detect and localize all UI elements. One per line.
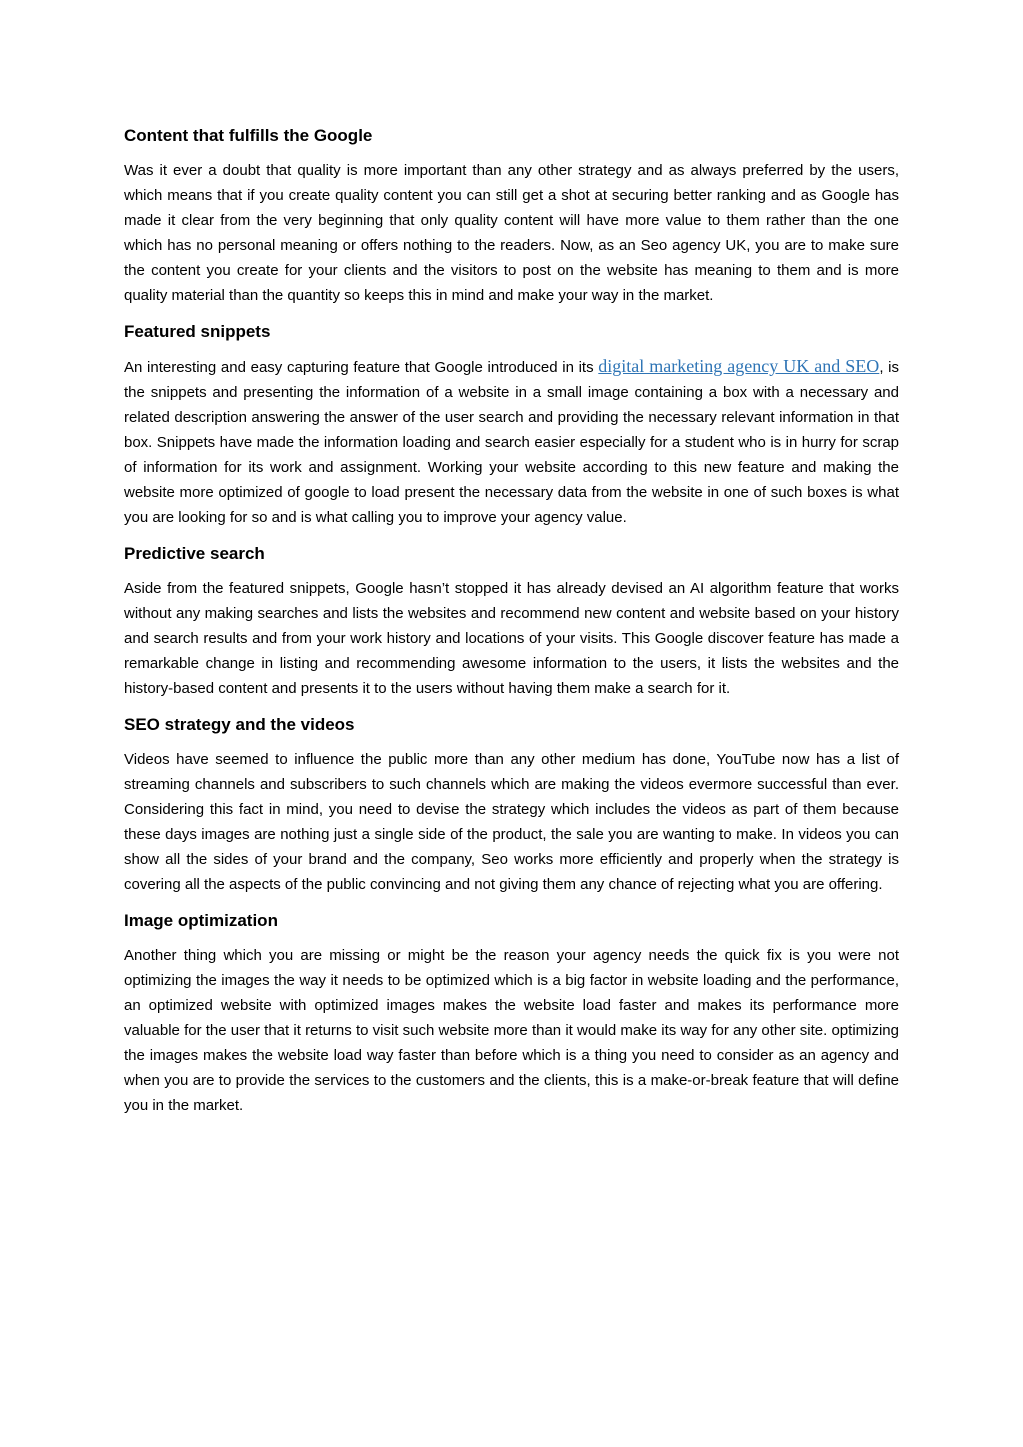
section-predictive-search: [124, 536, 899, 707]
paragraph-text-before-link: An interesting and easy capturing feature that Google introduced in its: [124, 359, 599, 376]
section-heading: Featured snippets: [124, 322, 271, 341]
section-paragraph: Videos have seemed to influence the public more than any other medium has done, YouTube now has a list of streaming channels and subscribers to such channels which are making the videos evermore successful than ever. Considering this fact in mind, you need to devise the strategy which includes the videos as part of them because these days images are nothing just a single side of the product, the sale you are wanting to make. In videos you can show all the sides of your brand and the company, Seo works more efficiently and properly when the strategy is covering all the aspects of the public convincing and not giving them any chance of rejecting what you are offering.: [124, 751, 899, 893]
section-paragraph: Another thing which you are missing or might be the reason your agency needs the quick fix is you were not optimizing the images the way it needs to be optimized which is a big factor in website loading and the performance, an optimized website with optimized images makes the website load faster and makes its performance more valuable for the user that it returns to visit such website more than it would make its way for any other site. optimizing the images makes the website load way faster than before which is a thing you need to consider as an agency and when you are to provide the services to the customers and the clients, this is a make-or-break feature that will define you in the market.: [124, 947, 899, 1114]
section-featured-snippets: [124, 314, 899, 536]
section-heading: Image optimization: [124, 911, 278, 930]
section-image-optimization: [124, 903, 899, 1124]
digital-marketing-agency-link[interactable]: digital marketing agency UK and SEO: [598, 356, 880, 376]
section-content-google: [124, 118, 899, 314]
section-paragraph: Was it ever a doubt that quality is more important than any other strategy and as always preferred by the users, which means that if you create quality content you can still get a shot at securing better ranking and as Google has made it clear from the very beginning that only quality content will have more value to them rather than the one which has no personal meaning or offers nothing to the readers. Now, as an Seo agency UK, you are to make sure the content you create for your clients and the visitors to post on the website has meaning to them and is more quality material than the quantity so keeps this in mind and make your way in the market.: [124, 162, 899, 304]
section-heading: Predictive search: [124, 544, 265, 563]
section-seo-videos: [124, 707, 899, 903]
paragraph-text-after-link: , is the snippets and presenting the information of a website in a small image containing a box with a necessary and related description answering the answer of the user search and providing the necessary relevant information in that box. Snippets have made the information loading and search easier especially for a student who is in hurry for scrap of information for its work and assignment. Working your website according to this new feature and making the website more optimized of google to load present the necessary data from the website in one of such boxes is what you are looking for so and is what calling you to improve your agency value.: [124, 359, 899, 526]
section-paragraph: Aside from the featured snippets, Google hasn’t stopped it has already devised an AI algorithm feature that works without any making searches and lists the websites and recommend new content and website based on your history and search results and from your work history and locations of your visits. This Google discover feature has made a remarkable change in listing and recommending awesome information to the users, it lists the websites and the history-based content and presents it to the users without having them make a search for it.: [124, 580, 899, 697]
document-page: [124, 118, 899, 1124]
section-heading: SEO strategy and the videos: [124, 715, 355, 734]
section-paragraph: [124, 354, 899, 536]
section-heading: Content that fulfills the Google: [124, 126, 373, 145]
